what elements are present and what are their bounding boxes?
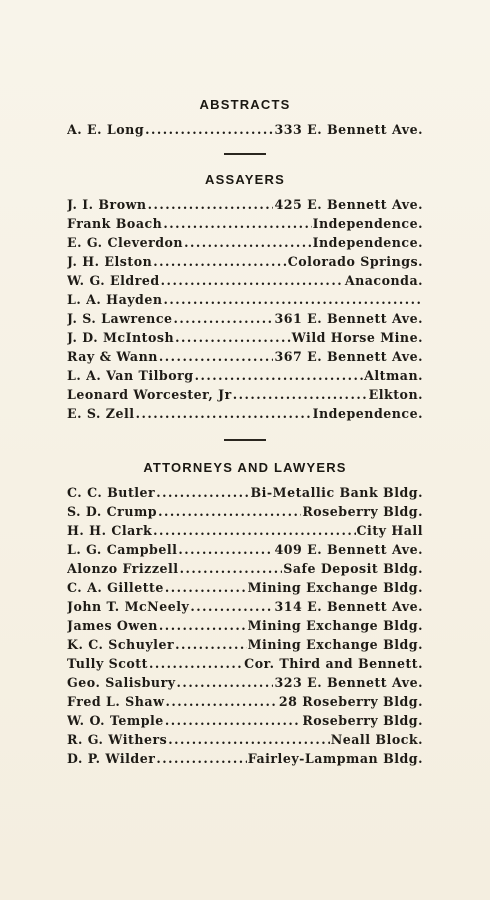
entry-name: J. D. McIntosh	[67, 330, 175, 345]
entry-name: C. A. Gillette	[67, 580, 164, 595]
entry-name: R. G. Withers	[67, 732, 168, 747]
section-attorneys-and-lawyers	[0, 459, 490, 768]
directory-entry	[67, 309, 423, 328]
entry-list	[67, 120, 423, 139]
directory-entry	[67, 616, 423, 635]
directory-entry	[67, 730, 423, 749]
entry-address: Mining Exchange Bldg.	[247, 618, 423, 633]
dot-leader	[177, 673, 274, 692]
directory-entry	[67, 290, 423, 309]
entry-name: W. G. Eldred	[67, 273, 160, 288]
directory-entry	[67, 120, 423, 139]
dot-leader	[168, 730, 330, 749]
entry-address: 323 E. Bennett Ave.	[274, 675, 423, 690]
directory-entry	[67, 673, 423, 692]
directory-entry	[67, 252, 423, 271]
dot-leader	[159, 616, 247, 635]
entry-name: Tully Scott	[67, 656, 148, 671]
entry-address: Independence.	[312, 235, 423, 250]
dot-leader	[158, 502, 301, 521]
entry-name: Ray & Wann	[67, 349, 158, 364]
directory-entry	[67, 654, 423, 673]
section-heading: ASSAYERS	[205, 172, 285, 187]
entry-name: J. S. Lawrence	[67, 311, 173, 326]
directory-entry	[67, 521, 423, 540]
dot-leader	[174, 309, 274, 328]
entry-name: A. E. Long	[67, 122, 145, 137]
entry-address: Colorado Springs.	[287, 254, 423, 269]
dot-leader	[156, 749, 246, 768]
dot-leader	[149, 654, 243, 673]
dot-leader	[163, 214, 311, 233]
directory-entry	[67, 711, 423, 730]
directory-entry	[67, 233, 423, 252]
directory-entry	[67, 195, 423, 214]
entry-name: Alonzo Frizzell	[67, 561, 179, 576]
dot-leader	[180, 559, 283, 578]
directory-entry	[67, 404, 423, 423]
entry-name: W. O. Temple	[67, 713, 164, 728]
entry-name: James Owen	[67, 618, 158, 633]
directory-entry	[67, 559, 423, 578]
dot-leader	[190, 597, 273, 616]
directory-entry	[67, 271, 423, 290]
entry-address: City Hall	[356, 523, 423, 538]
directory-entry	[67, 749, 423, 768]
section-abstracts	[0, 96, 490, 139]
entry-name: D. P. Wilder	[67, 751, 156, 766]
dot-leader	[153, 521, 355, 540]
directory-entry	[67, 502, 423, 521]
entry-name: L. A. Hayden	[67, 292, 163, 307]
entry-name: J. H. Elston	[67, 254, 153, 269]
directory-entry	[67, 483, 423, 502]
entry-address: Mining Exchange Bldg.	[247, 580, 423, 595]
dot-leader	[165, 578, 247, 597]
dot-leader	[148, 195, 274, 214]
entry-name: S. D. Crump	[67, 504, 158, 519]
entry-name: J. I. Brown	[67, 197, 147, 212]
entry-name: E. G. Cleverdon	[67, 235, 184, 250]
dot-leader	[159, 347, 274, 366]
dot-leader	[161, 271, 344, 290]
entry-address: Wild Horse Mine.	[291, 330, 423, 345]
entry-address: Anaconda.	[344, 273, 423, 288]
directory-entry	[67, 692, 423, 711]
entry-address: 361 E. Bennett Ave.	[274, 311, 423, 326]
directory-entry	[67, 540, 423, 559]
entry-address: 425 E. Bennett Ave.	[274, 197, 423, 212]
entry-address: 409 E. Bennett Ave.	[274, 542, 423, 557]
dot-leader	[178, 540, 273, 559]
dot-leader	[153, 252, 286, 271]
directory-entry	[67, 597, 423, 616]
entry-name: E. S. Zell	[67, 406, 135, 421]
dot-leader	[175, 635, 246, 654]
entry-address: Neall Block.	[330, 732, 423, 747]
directory-entry	[67, 635, 423, 654]
directory-entry	[67, 366, 423, 385]
section-divider	[224, 439, 266, 441]
dot-leader	[156, 483, 249, 502]
directory-entry	[67, 347, 423, 366]
entry-address: 28 Roseberry Bldg.	[278, 694, 423, 709]
entry-address: Mining Exchange Bldg.	[247, 637, 423, 652]
dot-leader	[165, 711, 301, 730]
dot-leader	[136, 404, 312, 423]
section-divider	[224, 153, 266, 155]
directory-entry	[67, 385, 423, 404]
entry-list	[67, 483, 423, 768]
entry-address: Safe Deposit Bldg.	[283, 561, 423, 576]
dot-leader	[145, 120, 273, 139]
entry-name: L. G. Campbell	[67, 542, 178, 557]
entry-name: John T. McNeely	[67, 599, 190, 614]
dot-leader	[195, 366, 364, 385]
entry-name: L. A. Van Tilborg	[67, 368, 194, 383]
entry-name: Frank Boach	[67, 216, 163, 231]
entry-address: Fairley-Lampman Bldg.	[247, 751, 423, 766]
directory-entry	[67, 578, 423, 597]
entry-address: 314 E. Bennett Ave.	[274, 599, 423, 614]
dot-leader	[184, 233, 312, 252]
entry-name: H. H. Clark	[67, 523, 153, 538]
section-assayers	[0, 171, 490, 423]
dot-leader	[165, 692, 277, 711]
entry-address: Independence.	[312, 406, 423, 421]
entry-name: C. C. Butler	[67, 485, 156, 500]
entry-name: Geo. Salisbury	[67, 675, 176, 690]
entry-address: Bi-Metallic Bank Bldg.	[250, 485, 423, 500]
section-heading: ATTORNEYS AND LAWYERS	[143, 460, 347, 475]
section-heading: ABSTRACTS	[199, 97, 291, 112]
entry-address: Elkton.	[368, 387, 423, 402]
dot-leader	[164, 290, 422, 309]
entry-list	[67, 195, 423, 423]
entry-address: Independence.	[312, 216, 423, 231]
entry-name: Leonard Worcester, Jr	[67, 387, 232, 402]
entry-address: Roseberry Bldg.	[302, 713, 423, 728]
entry-address: 367 E. Bennett Ave.	[274, 349, 423, 364]
entry-name: Fred L. Shaw	[67, 694, 165, 709]
entry-address: Cor. Third and Bennett.	[244, 656, 423, 671]
entry-address: 333 E. Bennett Ave.	[274, 122, 423, 137]
directory-entry	[67, 214, 423, 233]
entry-name: K. C. Schuyler	[67, 637, 175, 652]
directory-entry	[67, 328, 423, 347]
dot-leader	[175, 328, 290, 347]
entry-address: Altman.	[364, 368, 423, 383]
dot-leader	[233, 385, 368, 404]
entry-address: Roseberry Bldg.	[302, 504, 423, 519]
